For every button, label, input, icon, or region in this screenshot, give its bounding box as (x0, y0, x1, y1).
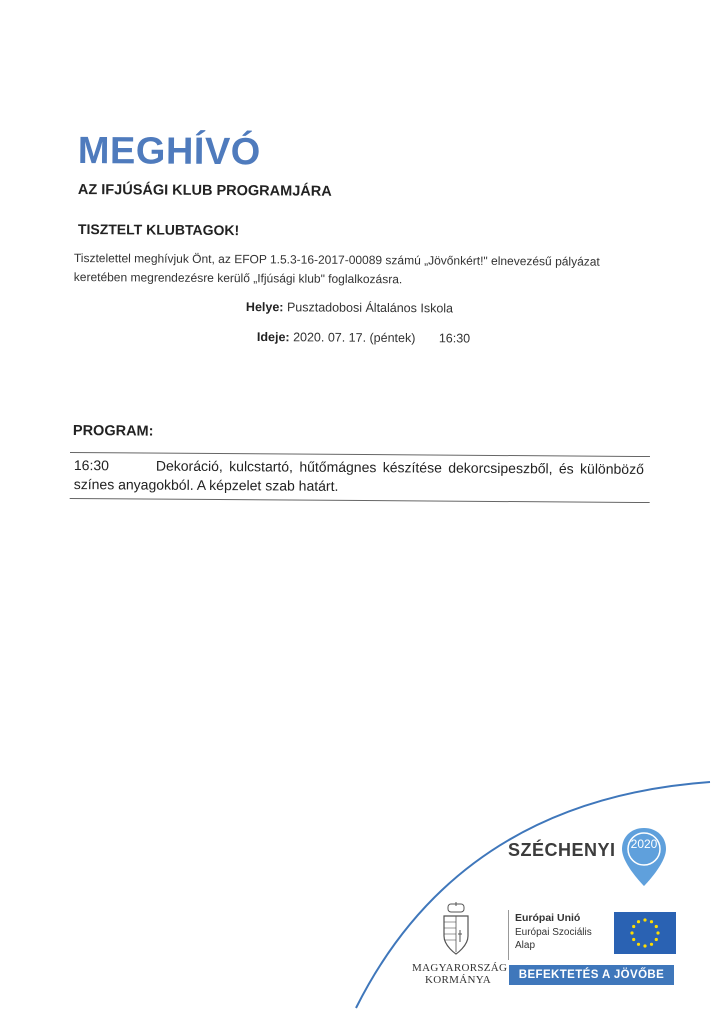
time-line (257, 330, 470, 345)
szechenyi-pin-icon (620, 826, 668, 893)
page-subtitle: AZ IFJÚSÁGI KLUB PROGRAMJÁRA (77, 182, 332, 200)
eu-star (650, 943, 653, 946)
greeting: TISZTELT KLUBTAGOK! (77, 221, 240, 239)
program-table (70, 452, 650, 503)
eu-star (650, 920, 653, 923)
gov-name-line2: KORMÁNYA (425, 974, 491, 986)
eu-star (632, 925, 635, 928)
hungarian-crest-icon (440, 902, 472, 958)
eu-flag-icon (614, 912, 676, 954)
szechenyi-year: 2020 (630, 837, 658, 851)
place-value: Pusztadobosi Általános Iskola (286, 300, 454, 316)
future-banner: BEFEKTETÉS A JÖVŐBE (509, 965, 674, 985)
eu-star (655, 938, 658, 941)
eu-star (655, 925, 658, 928)
eu-star (643, 918, 646, 921)
program-row-time: 16:30 (73, 457, 110, 474)
eu-star (643, 944, 646, 947)
eu-star (630, 931, 633, 934)
szechenyi-logo-text: SZÉCHENYI (508, 840, 616, 860)
time-label: Ideje: (256, 330, 290, 345)
date-value: 2020. 07. 17. (péntek) (293, 330, 416, 346)
eu-star (656, 931, 659, 934)
eu-name: Európai Unió (515, 912, 581, 924)
gov-name-line1: MAGYARORSZÁG (412, 962, 508, 974)
program-heading: PROGRAM: (72, 423, 154, 440)
intro-paragraph: Tisztelettel meghívjuk Önt, az EFOP 1.5.3-16-2017-00089 számú „Jövőnkért!" elnevezésű pályázat keretében megrendezésre kerülő „Ifjúsági klub" foglalkozásra. (73, 250, 600, 287)
eu-fund: Európai Szociális Alap (515, 927, 592, 951)
eu-star (637, 920, 640, 923)
place-label: Helye: (245, 300, 284, 315)
eu-text-box (508, 910, 613, 960)
page-title: MEGHÍVÓ (77, 130, 261, 174)
eu-star (637, 943, 640, 946)
place-line (246, 300, 453, 315)
hour-value: 16:30 (438, 331, 471, 346)
program-row-text: Dekoráció, kulcstartó, hűtőmágnes készítése dekorcsipeszből, és különböző színes anyagokból. A képzelet szab határt. (73, 457, 644, 494)
program-row (70, 453, 650, 502)
eu-star (632, 938, 635, 941)
